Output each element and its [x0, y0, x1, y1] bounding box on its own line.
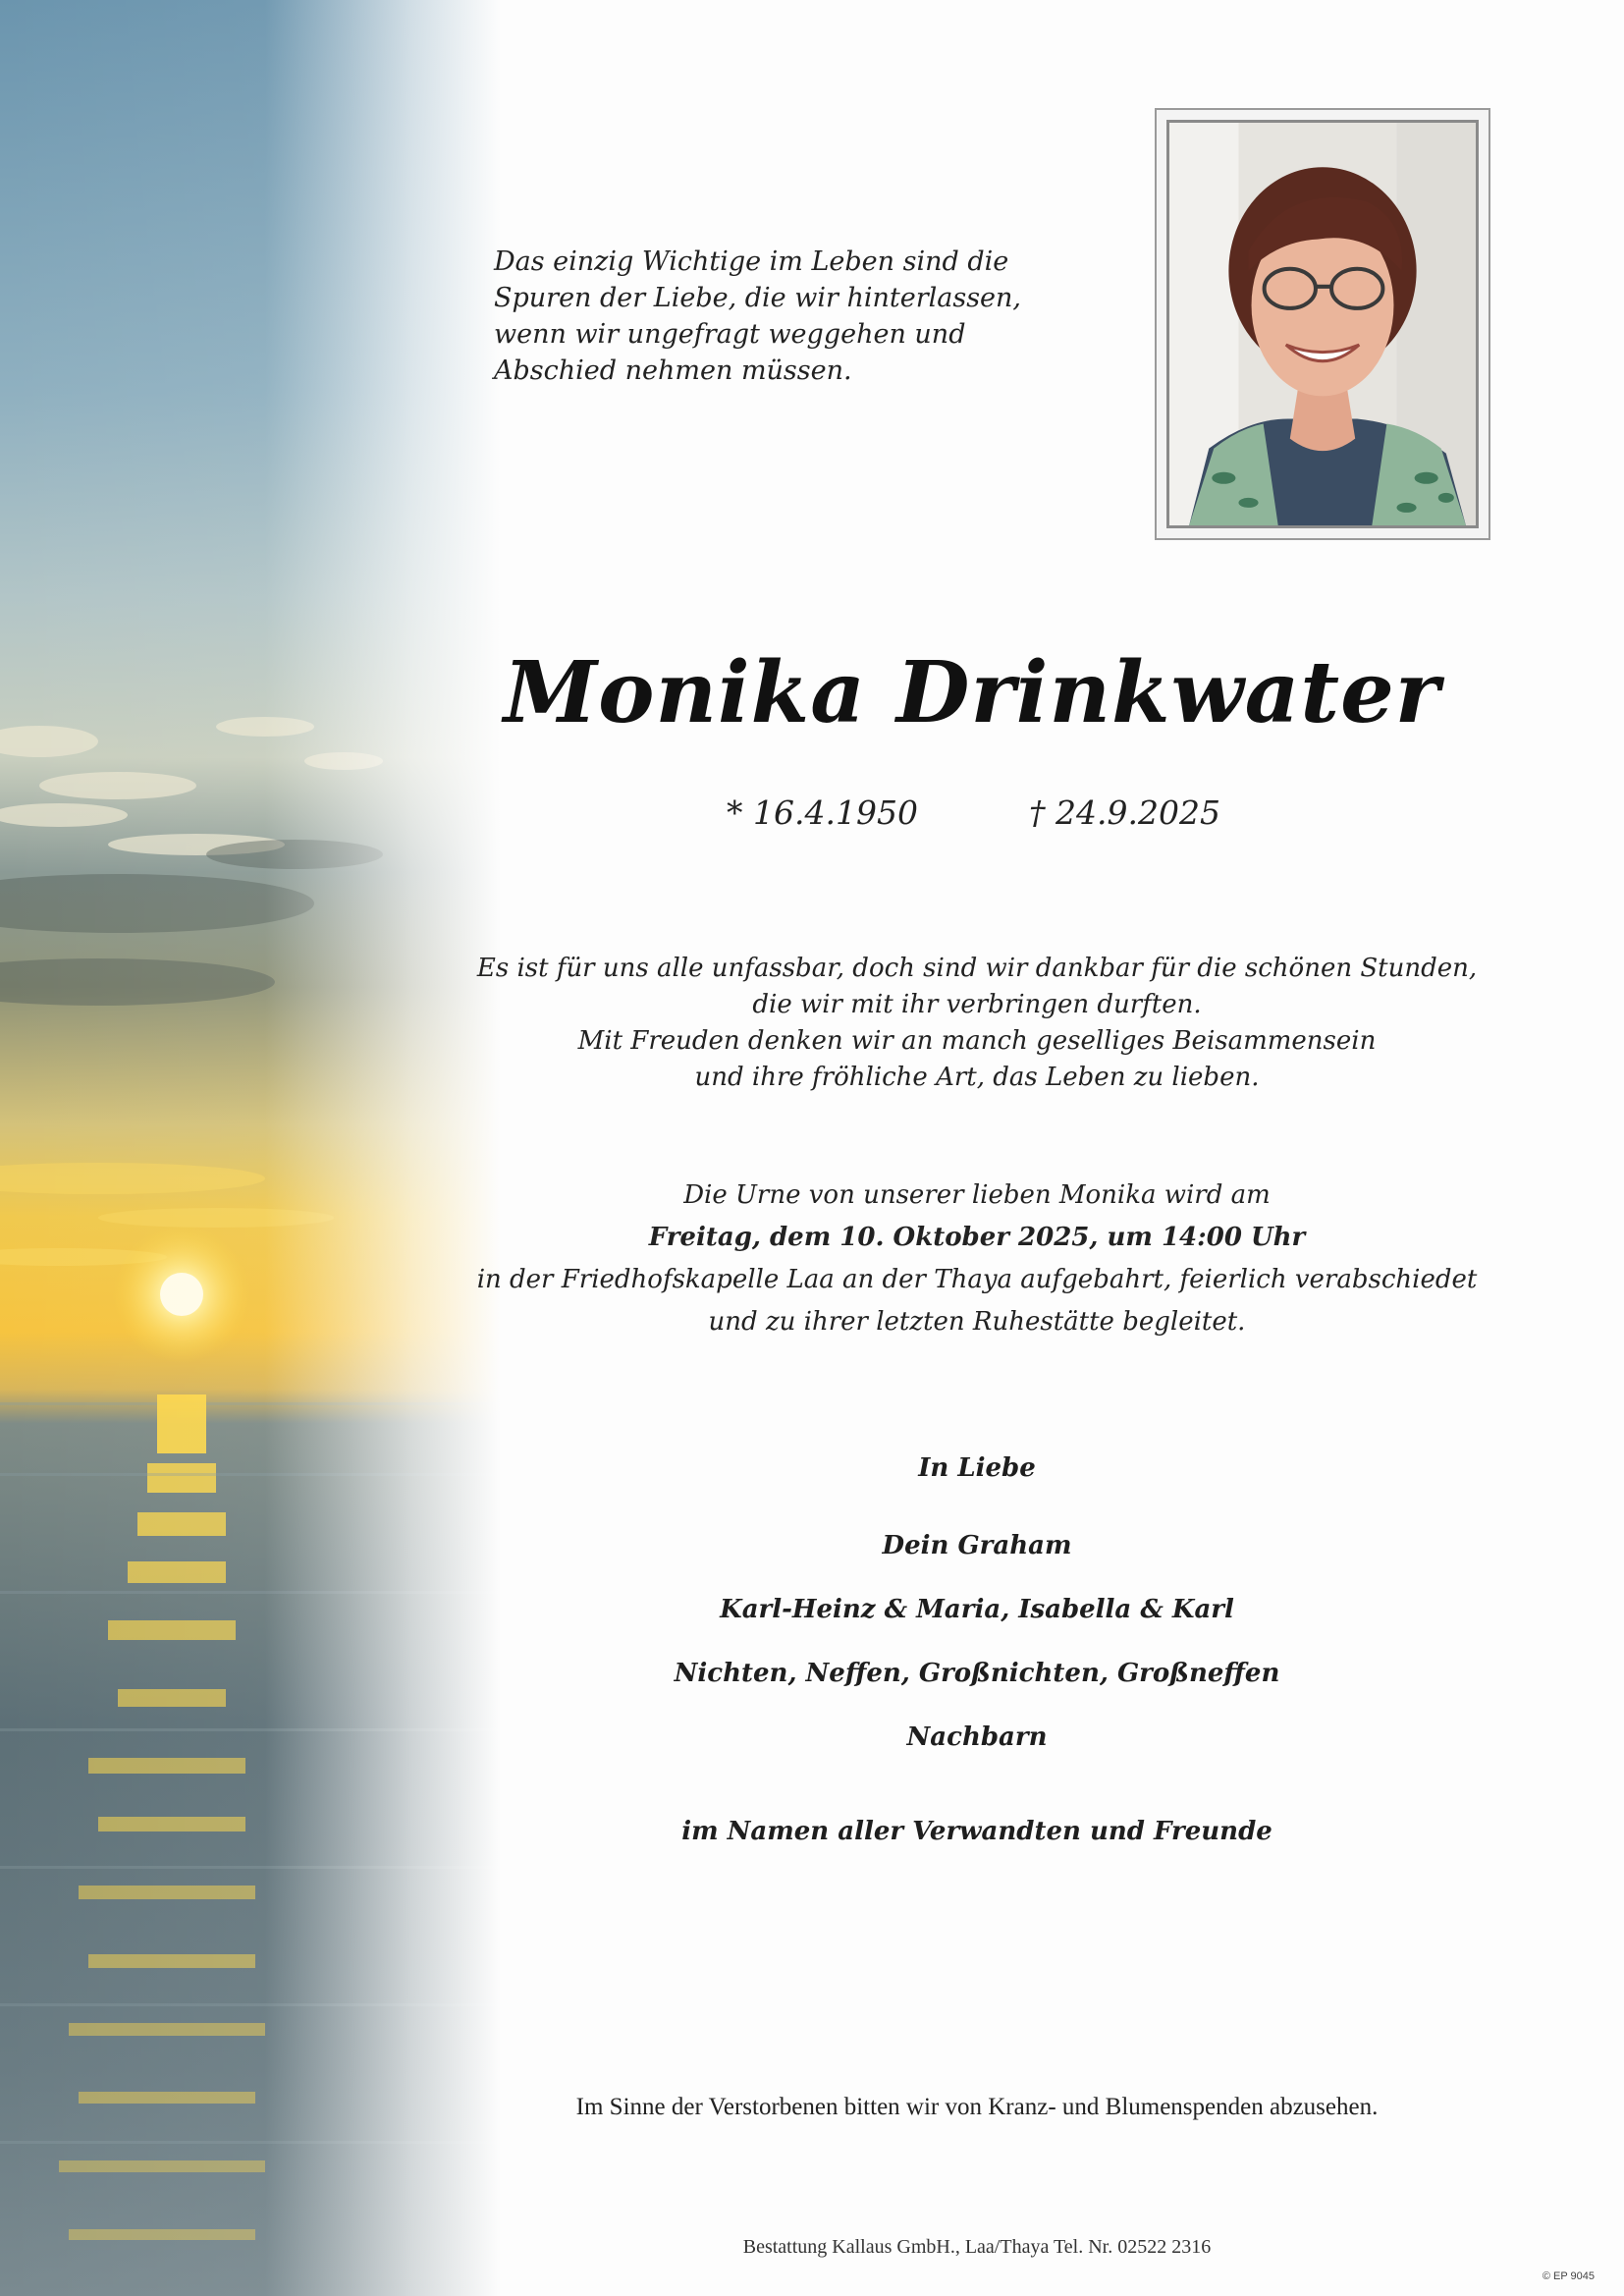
mourners-salutation: In Liebe — [918, 1453, 1036, 1483]
mourners-closing: im Namen aller Verwandten und Freunde — [681, 1817, 1272, 1846]
template-code: © EP 9045 — [1542, 2270, 1595, 2282]
quote-line: Abschied nehmen müssen. — [494, 355, 852, 386]
funeral-announcement — [471, 1175, 1483, 1343]
portrait-photo — [1166, 120, 1479, 528]
tribute-text — [471, 951, 1483, 1096]
funeral-place: in der Friedhofskapelle Laa an der Thaya aufgebahrt, feierlich verabschiedet — [476, 1265, 1478, 1294]
funeral-date-time: Freitag, dem 10. Oktober 2025, um 14:00 Uhr — [648, 1223, 1306, 1252]
tribute-line: Mit Freuden denken wir an manch geselliges Beisammensein — [577, 1026, 1377, 1056]
death-date: † 24.9.2025 — [1029, 793, 1220, 832]
mourner-name: Nichten, Neffen, Großnichten, Großneffen — [674, 1659, 1280, 1688]
deceased-name: Monika Drinkwater — [503, 643, 1441, 742]
mourner-name: Dein Graham — [882, 1531, 1072, 1560]
quote-line: Spuren der Liebe, die wir hinterlassen, — [494, 283, 1022, 313]
tribute-line: die wir mit ihr verbringen durften. — [752, 990, 1202, 1019]
mourner-name: Karl-Heinz & Maria, Isabella & Karl — [720, 1595, 1234, 1624]
quote-line: Das einzig Wichtige im Leben sind die — [494, 246, 1009, 277]
tribute-line: und ihre fröhliche Art, das Leben zu lieben. — [694, 1063, 1260, 1092]
funeral-intro: Die Urne von unserer lieben Monika wird am — [683, 1180, 1271, 1210]
portrait-photo-frame — [1155, 108, 1490, 540]
undertaker-contact: Bestattung Kallaus GmbH., Laa/Thaya Tel. Nr. 02522 2316 — [742, 2236, 1212, 2258]
tribute-line: Es ist für uns alle unfassbar, doch sind wir dankbar für die schönen Stunden, — [476, 954, 1478, 983]
quote-line: wenn wir ungefragt weggehen und — [494, 319, 966, 350]
birth-date: * 16.4.1950 — [727, 793, 918, 832]
mourner-name: Nachbarn — [906, 1722, 1048, 1752]
mourners-list — [471, 1449, 1483, 1846]
memorial-quote — [494, 244, 1022, 389]
funeral-closing: und zu ihrer letzten Ruhestätte begleitet. — [708, 1307, 1246, 1337]
donation-request: Im Sinne der Verstorbenen bitten wir von Kranz- und Blumenspenden abzusehen. — [575, 2094, 1379, 2120]
